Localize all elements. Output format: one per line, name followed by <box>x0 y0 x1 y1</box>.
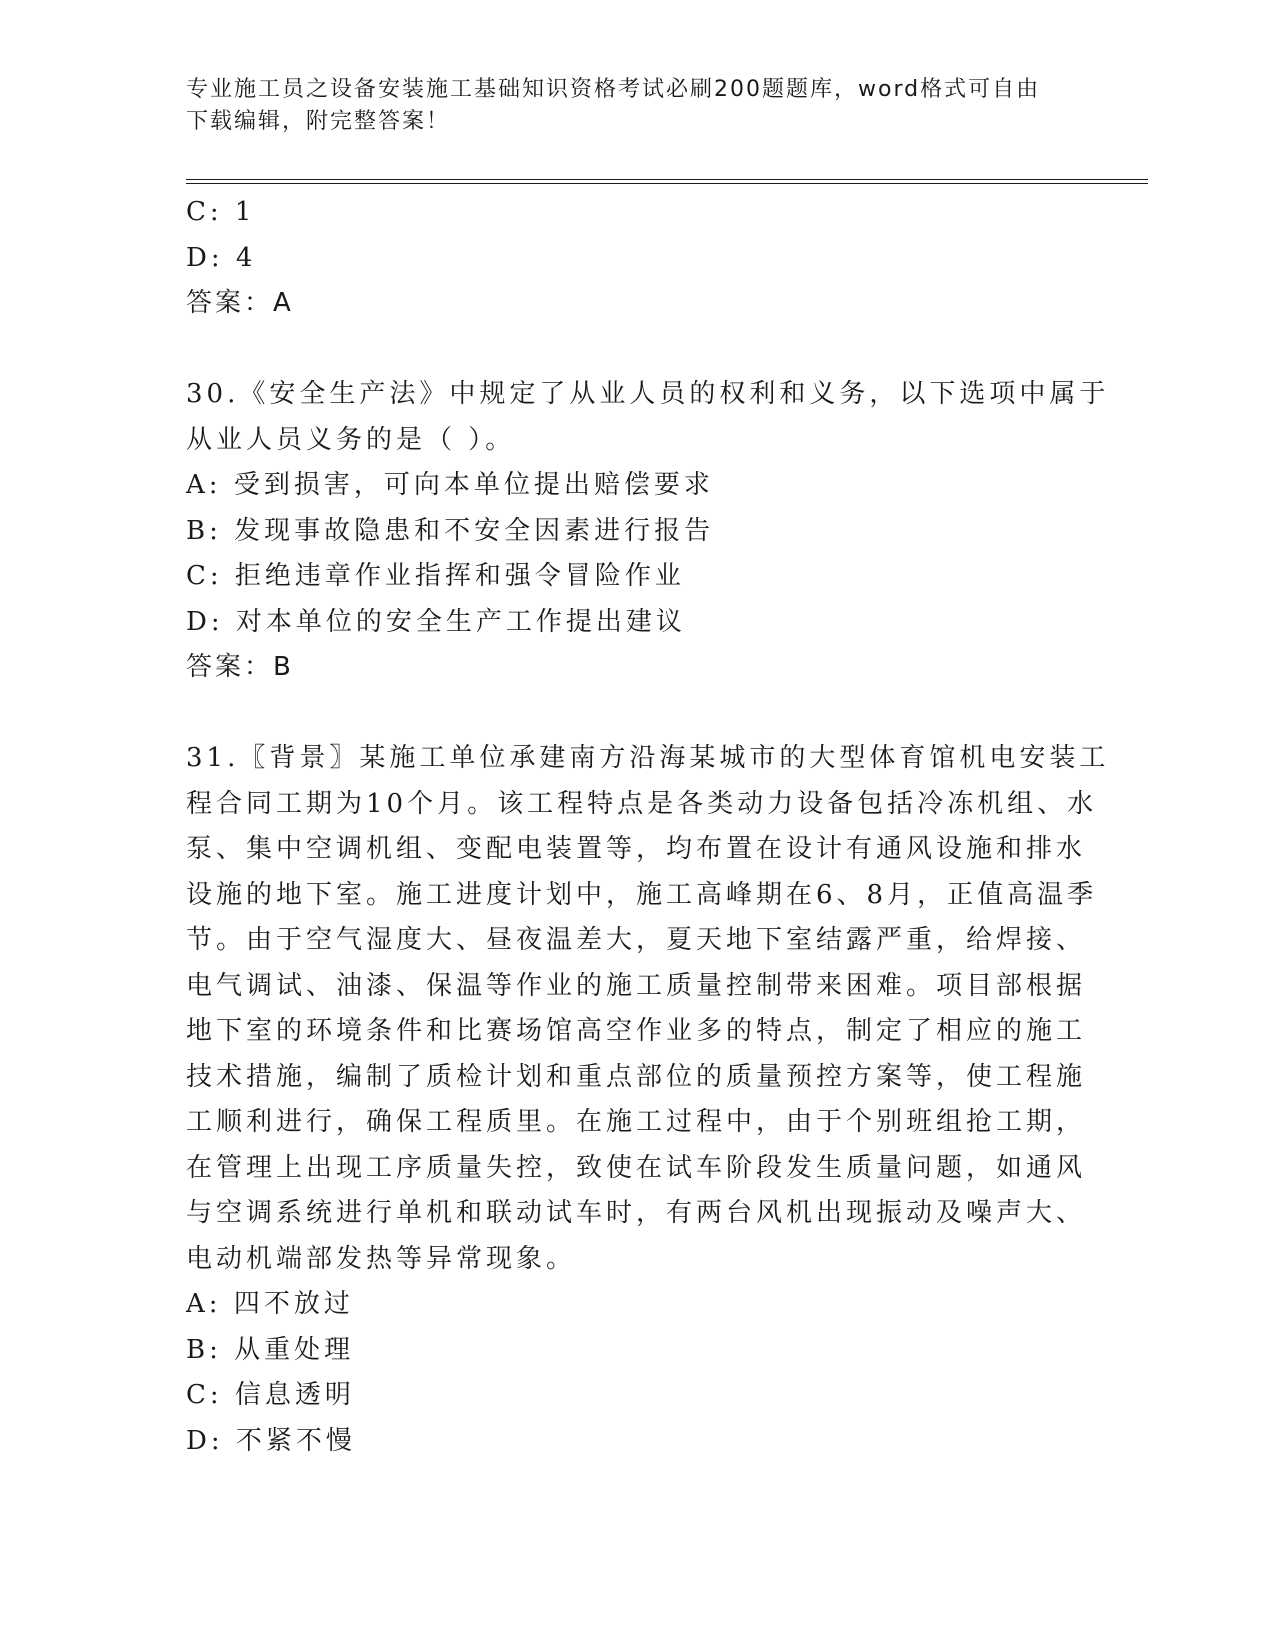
option-letter: A: <box>186 1289 222 1319</box>
answer-line: 答案：A <box>186 288 294 318</box>
header-line-2: 下载编辑，附完整答案！ <box>186 109 451 134</box>
option-letter: C: <box>186 1380 223 1410</box>
option-letter: B: <box>186 515 222 546</box>
option-letter: D: <box>186 606 224 637</box>
option-c <box>186 1373 1086 1419</box>
question-31 <box>186 736 1110 1464</box>
question-stem-line: 电动机端部发热等异常现象。 <box>186 1243 577 1274</box>
option-c <box>186 190 1086 236</box>
document-header <box>186 74 1076 138</box>
question-stem-line: 与空调系统进行单机和联动试车时，有两台风机出现振动及噪声大、 <box>186 1198 1087 1228</box>
option-text: 四不放过 <box>233 1289 354 1319</box>
option-text: 信息透明 <box>234 1380 355 1410</box>
spacer <box>186 691 1086 737</box>
question-stem-line: 从业人员义务的是（ ）。 <box>186 424 516 455</box>
option-letter: C: <box>186 197 223 227</box>
question-stem-line: 地下室的环境条件和比赛场馆高空作业多的特点，制定了相应的施工 <box>186 1016 1087 1046</box>
question-stem-line: 设施的地下室。施工进度计划中，施工高峰期在6、8月，正值高温季 <box>186 879 1098 910</box>
option-letter: B: <box>186 1334 222 1365</box>
question-stem-line: 31.〖背景〗某施工单位承建南方沿海某城市的大型体育馆机电安装工 <box>186 743 1110 773</box>
question-stem-line: 技术措施，编制了质检计划和重点部位的质量预控方案等，使工程施 <box>186 1061 1087 1092</box>
header-rule-bottom <box>186 183 1148 184</box>
option-b <box>186 1328 1086 1374</box>
option-d <box>186 236 1086 282</box>
header-line-1: 专业施工员之设备安装施工基础知识资格考试必刷200题题库，word格式可自由 <box>186 77 1041 102</box>
option-a <box>186 1282 1086 1328</box>
spacer <box>186 327 1086 373</box>
option-d <box>186 1419 1086 1465</box>
prev-question <box>186 190 1086 327</box>
header-rule-top <box>186 179 1148 180</box>
option-letter: D: <box>186 1425 224 1456</box>
document-body <box>186 190 1110 1464</box>
option-c <box>186 554 1086 600</box>
question-stem-line: 在管理上出现工序质量失控，致使在试车阶段发生质量问题，如通风 <box>186 1152 1087 1183</box>
option-letter: D: <box>186 242 224 273</box>
option-text: 不紧不慢 <box>235 1425 356 1456</box>
option-d <box>186 600 1086 646</box>
answer-line: 答案：B <box>186 652 294 682</box>
option-letter: A: <box>186 470 222 500</box>
question-30 <box>186 372 1110 691</box>
option-text: 发现事故隐患和不安全因素进行报告 <box>234 515 715 546</box>
option-a <box>186 463 1086 509</box>
question-stem-line: 30.《安全生产法》中规定了从业人员的权利和义务，以下选项中属于 <box>186 379 1110 409</box>
option-text: 对本单位的安全生产工作提出建议 <box>235 606 686 637</box>
question-stem-line: 电气调试、油漆、保温等作业的施工质量控制带来困难。项目部根据 <box>186 970 1087 1001</box>
question-stem-line: 工顺利进行，确保工程质里。在施工过程中，由于个别班组抢工期， <box>186 1107 1087 1137</box>
question-stem-line: 节。由于空气湿度大、昼夜温差大，夏天地下室结露严重，给焊接、 <box>186 925 1087 955</box>
option-text: 1 <box>234 197 256 227</box>
question-stem-line: 泵、集中空调机组、变配电装置等，均布置在设计有通风设施和排水 <box>186 834 1087 864</box>
option-text: 拒绝违章作业指挥和强令冒险作业 <box>234 561 685 591</box>
option-letter: C: <box>186 561 223 591</box>
option-text: 4 <box>235 242 257 273</box>
option-text: 从重处理 <box>234 1334 355 1365</box>
option-text: 受到损害，可向本单位提出赔偿要求 <box>233 470 714 500</box>
question-stem-line: 程合同工期为10个月。该工程特点是各类动力设备包括冷冻机组、水 <box>186 788 1098 819</box>
option-b <box>186 509 1086 555</box>
